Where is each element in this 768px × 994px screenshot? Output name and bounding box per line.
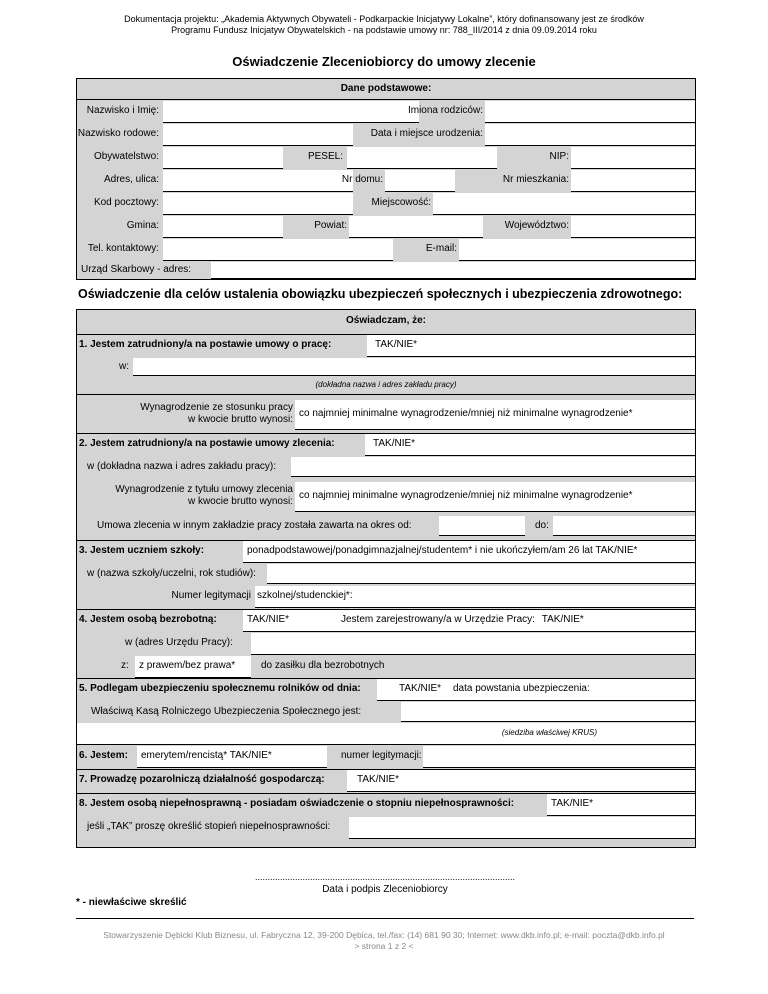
label-tel: Tel. kontaktowy: — [87, 243, 159, 254]
wojewodztwo-field[interactable] — [571, 216, 695, 238]
label-imiona-rodzicow: Imiona rodziców: — [407, 105, 483, 116]
header-line-2: Programu Fundusz Inicjatyw Obywatelskich - na podstawie umowy nr: 788_III/2014 z dnia 09.09.2014 roku — [171, 25, 597, 35]
q2-workplace-field[interactable] — [291, 457, 695, 477]
q6-option: emerytem/rencistą* TAK/NIE* — [141, 750, 272, 761]
wage2-label-line2: w kwocie brutto wynosi: — [187, 496, 293, 507]
q4-label: 4. Jestem osobą bezrobotną: — [79, 614, 217, 625]
q4-office-label: w (adres Urzędu Pracy): — [125, 637, 233, 648]
footer-page-number: > strona 1 z 2 < — [354, 941, 414, 951]
wage1-option: co najmniej minimalne wynagrodzenie/mniej niż minimalne wynagrodzenie* — [299, 408, 633, 419]
imiona-rodzicow-field[interactable] — [485, 101, 695, 123]
wage1-label-line2: w kwocie brutto wynosi: — [187, 414, 293, 425]
q5-date-field[interactable] — [443, 679, 695, 701]
w-label: w: — [119, 361, 129, 372]
page-header — [0, 14, 768, 36]
footer-line-1: Stowarzyszenie Dębicki Klub Biznesu, ul. Fabryczna 12, 39-200 Dębica, tel./fax: (14) 681 90 30; Internet: www.dkb.info.pl; e-mail: poczta@dkb.info.pl — [103, 930, 665, 940]
workplace-field[interactable] — [133, 358, 695, 376]
footer-divider — [76, 918, 694, 919]
powiat-field[interactable] — [349, 216, 483, 238]
q8-degree-field[interactable] — [349, 817, 695, 839]
label-gmina: Gmina: — [126, 220, 159, 231]
wage2-label-line1: Wynagrodzenie z tytułu umowy zlecenia — [115, 484, 293, 495]
label-email: E-mail: — [425, 243, 457, 254]
label-pesel: PESEL: — [307, 151, 343, 162]
label-miejscowosc: Miejscowość: — [371, 197, 431, 208]
q4-registered-label: Jestem zarejestrowany/a w Urzędzie Pracy: — [341, 614, 535, 625]
signature-block — [200, 872, 570, 895]
zasilek-label: do zasiłku dla bezrobotnych — [261, 660, 385, 671]
wage2-label — [115, 484, 293, 508]
umowa-do-field[interactable] — [553, 516, 695, 536]
q2-answer[interactable] — [365, 434, 695, 456]
umowa-od-field[interactable] — [439, 516, 525, 536]
q5-answer[interactable] — [377, 679, 443, 701]
label-powiat: Powiat: — [314, 220, 347, 231]
numer-label: Numer legitymacji — [171, 590, 251, 601]
q3-answer[interactable] — [243, 541, 695, 563]
q7-option: TAK/NIE* — [357, 774, 400, 785]
krus-hint: (siedziba właściwej KRUS) — [501, 728, 597, 737]
miejscowosc-field[interactable] — [433, 193, 695, 215]
basic-data-box — [76, 78, 696, 280]
q6-number-label: numer legitymacji: — [341, 750, 422, 761]
q5-option: TAK/NIE* — [399, 683, 442, 694]
q3-option: ponadpodstawowej/ponadgimnazjalnej/studentem* i nie ukończyłem/am 26 lat TAK/NIE* — [247, 545, 638, 556]
q8-label: 8. Jestem osobą niepełnosprawną - posiadam oświadczenie o stopniu niepełnosprawności: — [79, 798, 515, 809]
q4-registered-field[interactable] — [323, 610, 695, 632]
nazwisko-rodowe-field[interactable] — [163, 124, 353, 146]
q1-label: 1. Jestem zatrudniony/a na postawie umowy o pracę: — [79, 339, 332, 350]
q8-option: TAK/NIE* — [551, 798, 594, 809]
label-nazwisko-rodowe: Nazwisko rodowe: — [77, 128, 159, 139]
q2-label: 2. Jestem zatrudniony/a na postawie umowy zlecenia: — [79, 438, 335, 449]
q3-school-field[interactable] — [267, 564, 695, 584]
wage2-option: co najmniej minimalne wynagrodzenie/mniej niż minimalne wynagrodzenie* — [299, 490, 633, 501]
krus-label: Właściwą Kasą Rolniczego Ubezpieczenia Społecznego jest: — [91, 706, 362, 717]
footnote: * - niewłaściwe skreślić — [76, 897, 187, 908]
page-title: Oświadczenie Zleceniobiorcy do umowy zlecenie — [232, 54, 536, 69]
workplace-hint: (dokładna nazwa i adres zakładu pracy) — [315, 380, 457, 389]
krus-field[interactable] — [401, 702, 695, 722]
label-wojewodztwo: Województwo: — [504, 220, 569, 231]
obywatelstwo-field[interactable] — [163, 147, 283, 169]
do-label: do: — [535, 520, 549, 531]
q8-answer[interactable] — [547, 794, 695, 816]
q5-date-label: data powstania ubezpieczenia: — [453, 683, 590, 694]
wage2-answer[interactable] — [295, 482, 695, 512]
label-data-miejsce: Data i miejsce urodzenia: — [370, 128, 483, 139]
krus-seat-field[interactable] — [77, 723, 695, 745]
data-miejsce-field[interactable] — [485, 124, 695, 146]
q3-label: 3. Jestem uczniem szkoły: — [79, 545, 205, 556]
numer-field[interactable] — [255, 586, 695, 608]
page-footer — [0, 930, 768, 952]
q1-option: TAK/NIE* — [375, 339, 418, 350]
wage1-answer[interactable] — [295, 400, 695, 430]
tel-field[interactable] — [163, 239, 393, 261]
label-nip: NIP: — [549, 151, 569, 162]
q7-label: 7. Prowadzę pozarolniczą działalność gospodarczą: — [79, 774, 325, 785]
z-option: z prawem/bez prawa* — [139, 660, 236, 671]
nr-mieszkania-field[interactable] — [571, 170, 695, 192]
q4-office-field[interactable] — [251, 633, 695, 655]
q4-registered-option: TAK/NIE* — [541, 614, 584, 625]
wage1-label-line1: Wynagrodzenie ze stosunku pracy — [140, 402, 293, 413]
label-obywatelstwo: Obywatelstwo: — [93, 151, 159, 162]
label-adres-ulica: Adres, ulica: — [103, 174, 159, 185]
signature-label: Data i podpis Zleceniobiorcy — [322, 884, 448, 895]
declaration-heading: Oświadczam, że: — [345, 315, 427, 326]
q6-number-field[interactable] — [423, 746, 695, 768]
q2-workplace-label: w (dokładna nazwa i adres zakładu pracy): — [87, 461, 276, 472]
pesel-field[interactable] — [347, 147, 497, 169]
umowa-label: Umowa zlecenia w innym zakładzie pracy została zawarta na okres od: — [97, 520, 412, 531]
q6-answer[interactable] — [137, 746, 327, 768]
nip-field[interactable] — [571, 147, 695, 169]
header-line-1: Dokumentacja projektu: „Akademia Aktywnych Obywateli - Podkarpackie Inicjatywy Lokalne”, który dofinansowany jest ze środków — [124, 14, 644, 24]
numer-option: szkolnej/studenckiej*: — [257, 590, 353, 601]
declaration-box — [76, 309, 696, 848]
adres-ulica-field[interactable] — [163, 170, 353, 192]
q5-label: 5. Podlegam ubezpieczeniu społecznemu rolników od dnia: — [79, 683, 361, 694]
q4-option: TAK/NIE* — [247, 614, 290, 625]
label-kod-pocztowy: Kod pocztowy: — [93, 197, 159, 208]
kod-pocztowy-field[interactable] — [163, 193, 353, 215]
q4-answer[interactable] — [243, 610, 323, 632]
email-field[interactable] — [459, 239, 695, 261]
z-label: z: — [121, 660, 129, 671]
label-nr-domu: Nr domu: — [341, 174, 383, 185]
wage1-label — [140, 402, 293, 426]
signature-line: ........................................................................................................ — [254, 872, 516, 882]
label-nazwisko-imie: Nazwisko i Imię: — [86, 105, 159, 116]
nazwisko-imie-field[interactable] — [163, 101, 419, 123]
q1-answer[interactable] — [367, 335, 695, 357]
nr-domu-field[interactable] — [385, 170, 455, 192]
urzad-field[interactable] — [211, 262, 695, 279]
q6-label: 6. Jestem: — [79, 750, 128, 761]
z-answer[interactable] — [135, 656, 251, 678]
q8-degree-label: jeśli „TAK” proszę określić stopień niepełnosprawności: — [87, 821, 331, 832]
gmina-field[interactable] — [163, 216, 283, 238]
q7-answer[interactable] — [347, 770, 695, 792]
label-nr-mieszkania: Nr mieszkania: — [502, 174, 569, 185]
q2-option: TAK/NIE* — [373, 438, 416, 449]
section-2-title: Oświadczenie dla celów ustalenia obowiązku ubezpieczeń społecznych i ubezpieczenia zdrowotnego: — [78, 287, 683, 301]
basic-data-heading: Dane podstawowe: — [340, 83, 432, 94]
label-urzad: Urząd Skarbowy - adres: — [81, 264, 192, 275]
q3-school-label: w (nazwa szkoły/uczelni, rok studiów): — [87, 568, 256, 579]
